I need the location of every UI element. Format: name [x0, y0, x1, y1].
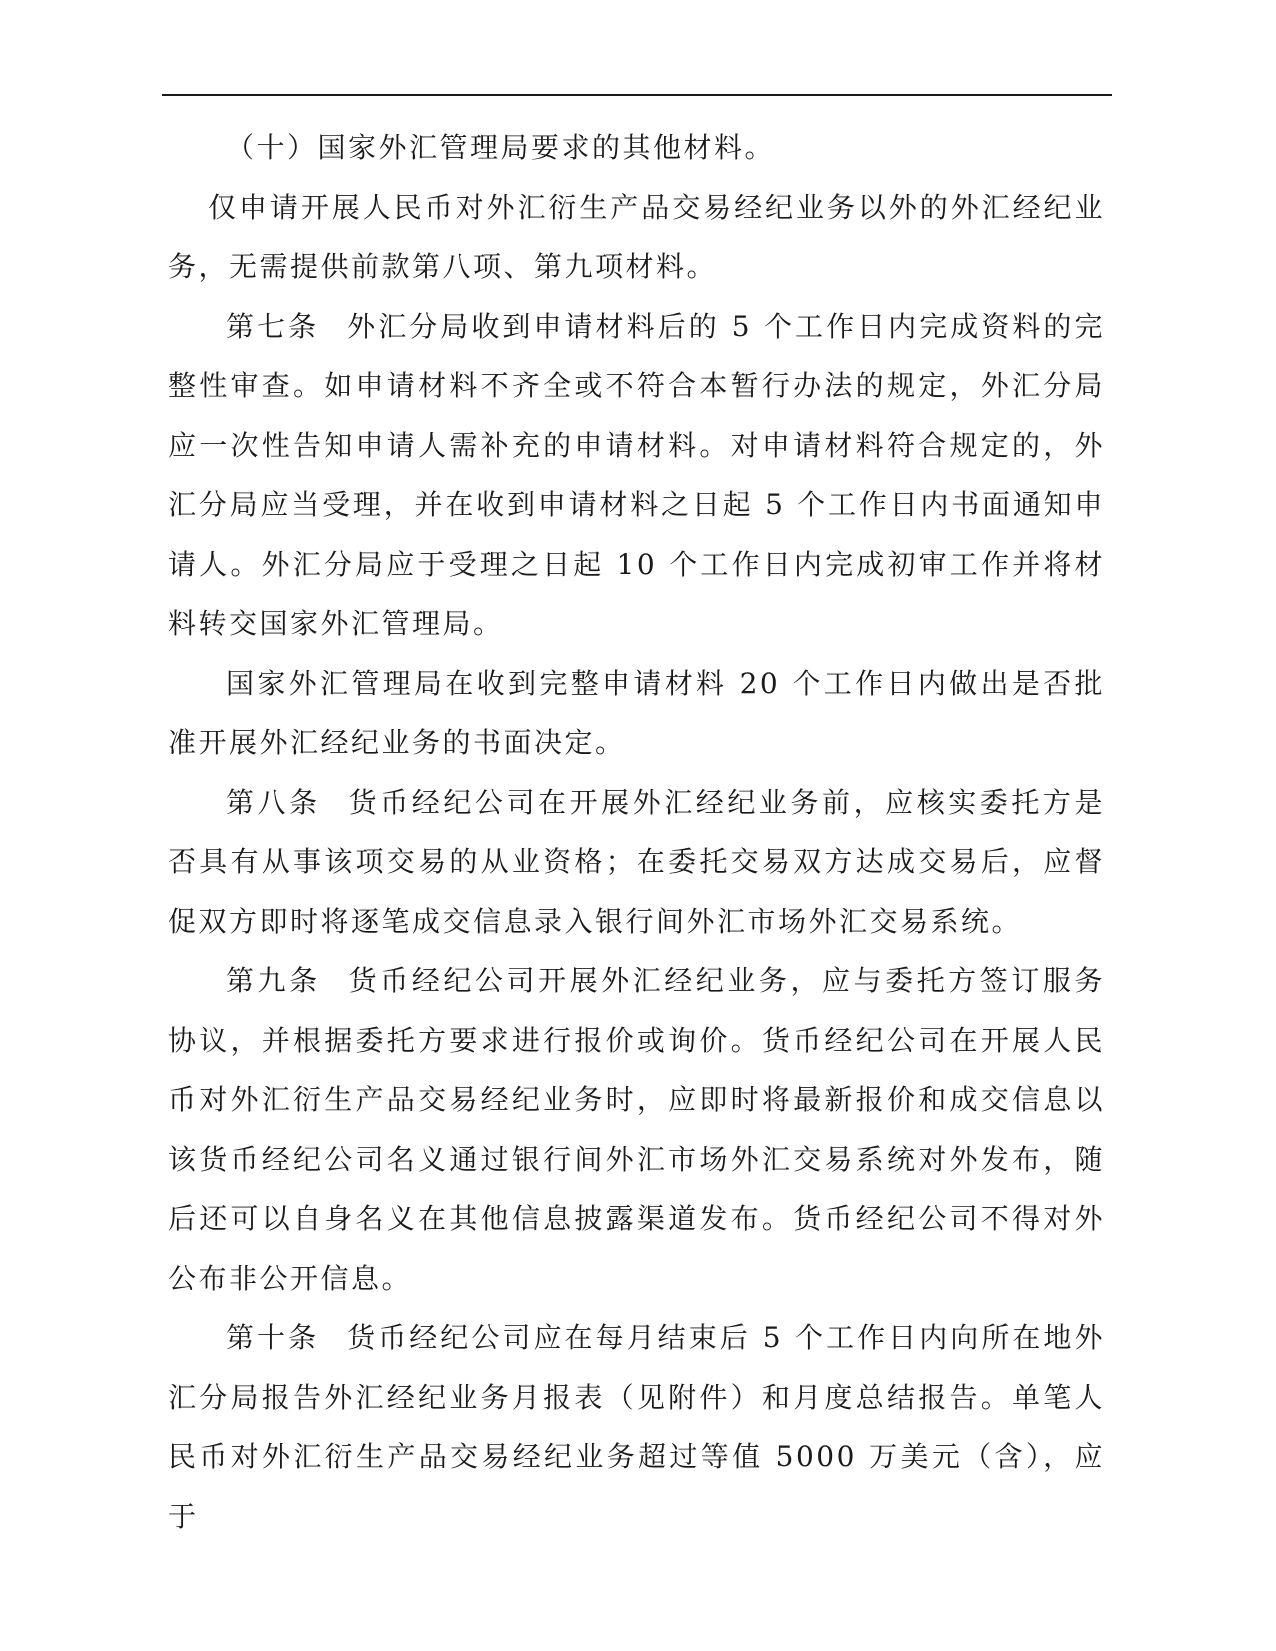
article-number: 第七条 [226, 309, 320, 343]
article-7 [168, 297, 1105, 654]
paragraph-text: 货币经纪公司应在每月结束后 5 个工作日内向所在地外汇分局报告外汇经纪业务月报表（见附件）和月度总结报告。单笔人民币对外汇衍生产品交易经纪业务超过等值 5000 万美元（含），应于 [168, 1321, 1105, 1533]
article-8 [168, 773, 1105, 952]
article-9 [168, 951, 1105, 1308]
article-number: 第八条 [226, 785, 321, 819]
paragraph-text: 仅申请开展人民币对外汇衍生产品交易经纪业务以外的外汇经纪业务，无需提供前款第八项、第九项材料。 [168, 190, 1105, 283]
paragraph-item-10 [168, 118, 1105, 178]
article-number: 第十条 [226, 1321, 320, 1354]
header-rule [162, 94, 1112, 96]
paragraph-text: 国家外汇管理局在收到完整申请材料 20 个工作日内做出是否批准开展外汇经纪业务的书面决定。 [168, 666, 1105, 759]
paragraph-text: 货币经纪公司在开展外汇经纪业务前，应核实委托方是否具有从事该项交易的从业资格；在委托交易双方达成交易后，应督促双方即时将逐笔成交信息录入银行间外汇市场外汇交易系统。 [168, 785, 1105, 938]
paragraph-note [168, 178, 1105, 297]
article-10 [168, 1308, 1105, 1546]
paragraph-approval [168, 654, 1105, 773]
paragraph-text: 货币经纪公司开展外汇经纪业务，应与委托方签订服务协议，并根据委托方要求进行报价或询价。货币经纪公司在开展人民币对外汇衍生产品交易经纪业务时，应即时将最新报价和成交信息以该货币经纪公司名义通过银行间外汇市场外汇交易系统对外发布，随后还可以自身名义在其他信息披露渠道发布。货币经纪公司不得对外公布非公开信息。 [168, 964, 1105, 1295]
document-body [168, 118, 1105, 1546]
paragraph-text: （十）国家外汇管理局要求的其他材料。 [226, 131, 776, 164]
article-number: 第九条 [226, 964, 321, 997]
paragraph-text: 外汇分局收到申请材料后的 5 个工作日内完成资料的完整性审查。如申请材料不齐全或不符合本暂行办法的规定，外汇分局应一次性告知申请人需补充的申请材料。对申请材料符合规定的，外汇分局应当受理，并在收到申请材料之日起 5 个工作日内书面通知申请人。外汇分局应于受理之日起 10 个工作日内完成初审工作并将材料转交国家外汇管理局。 [168, 309, 1105, 640]
